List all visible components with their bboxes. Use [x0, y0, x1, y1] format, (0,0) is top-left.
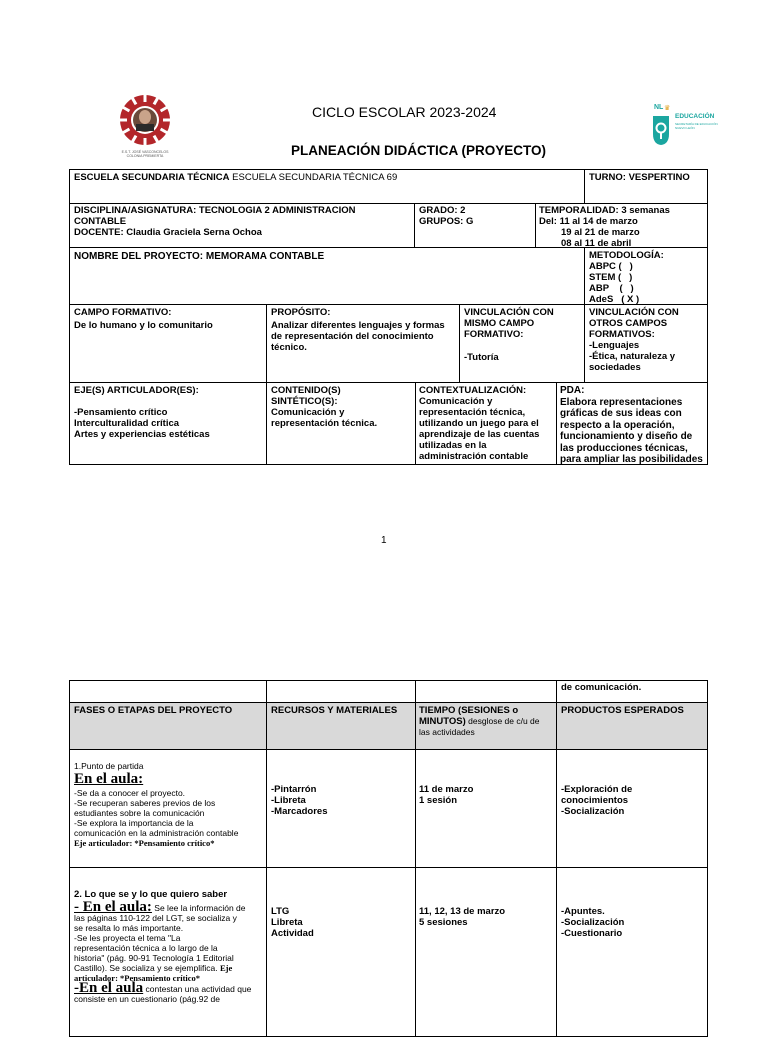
- school-logo-text: E.S.T. JOSÉ VASCONCELOS COLONIA PREMIERTA: [121, 150, 169, 158]
- cell-cont-3: [415, 680, 557, 703]
- cell-disciplina: DISCIPLINA/ASIGNATURA: TECNOLOGIA 2 ADMINISTRACION CONTABLE DOCENTE: Claudia Graciela Serna Ochoa: [69, 203, 415, 248]
- cell-vinculacion-otros: VINCULACIÓN CON OTROS CAMPOS FORMATIVOS: -Lenguajes -Ética, naturaleza y sociedades: [584, 304, 708, 383]
- cell-proposito: PROPÓSITO: Analizar diferentes lenguajes y formas de representación del conocimiento técnico.: [266, 304, 460, 383]
- school-logo: [114, 92, 176, 162]
- header-recursos: RECURSOS Y MATERIALES: [266, 702, 416, 750]
- cell-metodologia: METODOLOGÍA: ABPC ( ) STEM ( ) ABP ( ) AdeS ( X ): [584, 247, 708, 305]
- crown-icon: ♛: [664, 105, 671, 112]
- cell-pda: PDA: Elabora representaciones gráficas de sus ideas con respecto a la operación, funcionamiento y diseño de las producciones técnicas, para ampliar las posibilidades: [556, 382, 708, 465]
- products-row-2: -Apuntes. -Socialización -Cuestionario: [556, 867, 708, 1037]
- cell-cont-4: de comunicación.: [556, 680, 708, 703]
- cell-contenido: CONTENIDO(S) SINTÉTICO(S): Comunicación y representación técnica.: [266, 382, 416, 465]
- phase-row-1: 1.Punto de partida En el aula: -Se da a conocer el proyecto. -Se recuperan saberes previos de los estudiantes sobre la comunicación -Se explora la importancia de la comunicación en la administración contable Eje articulador: *Pensamiento crítico*: [69, 749, 267, 868]
- cell-grado: GRADO: 2 GRUPOS: G: [414, 203, 536, 248]
- resources-row-1: -Pintarrón -Libreta -Marcadores: [266, 749, 416, 868]
- time-row-2: 11, 12, 13 de marzo 5 sesiones: [415, 867, 557, 1037]
- cell-cont-2: [266, 680, 416, 703]
- products-row-1: -Exploración de conocimientos -Socialización: [556, 749, 708, 868]
- header-tiempo: TIEMPO (SESIONES o MINUTOS) desglose de c/u de las actividades: [415, 702, 557, 750]
- school-year: CICLO ESCOLAR 2023-2024: [312, 104, 497, 120]
- header-productos: PRODUCTOS ESPERADOS: [556, 702, 708, 750]
- time-row-1: 11 de marzo 1 sesión: [415, 749, 557, 868]
- cell-ejes: EJE(S) ARTICULADOR(ES): -Pensamiento crítico Interculturalidad crítica Artes y experiencias estéticas: [69, 382, 267, 465]
- cell-temporalidad: TEMPORALIDAD: 3 semanas Del: 11 al 14 de marzo 19 al 21 de marzo 08 al 11 de abril: [535, 203, 708, 248]
- phase-row-2: 2. Lo que se y lo que quiero saber - En el aula: Se lee la información de las páginas 110-122 del LGT, se socializa y se resalta lo más importante. -Se les proyecta el tema "La representación técnica a lo largo de la historia" (pág. 90-91 Tecnología 1 Editorial Castillo). Se socializa y se ejemplifica. Eje articulador: *Pensamiento crítico* -En el aula contestan una actividad que consiste en un cuestionario (pág.92 de: [69, 867, 267, 1037]
- cell-cont-1: [69, 680, 267, 703]
- cell-proyecto: NOMBRE DEL PROYECTO: MEMORAMA CONTABLE: [69, 247, 585, 305]
- cell-contextualizacion: CONTEXTUALIZACIÓN: Comunicación y representación técnica, utilizando un juego para el aprendizaje de las cuentas utilizadas en la administración contable: [415, 382, 557, 465]
- document-title: PLANEACIÓN DIDÁCTICA (PROYECTO): [291, 143, 547, 158]
- cell-campo: CAMPO FORMATIVO: De lo humano y lo comunitario: [69, 304, 267, 383]
- cell-escuela: ESCUELA SECUNDARIA TÉCNICA ESCUELA SECUNDARIA TÉCNICA 69: [69, 169, 585, 204]
- education-logo: NL ♛ EDUCACIÓN SECRETARÍA DE EDUCACIÓN NUEVO LEÓN: [652, 104, 722, 148]
- resources-row-2: LTG Libreta Actividad: [266, 867, 416, 1037]
- cell-vinculacion-mismo: VINCULACIÓN CON MISMO CAMPO FORMATIVO: -Tutoría: [459, 304, 585, 383]
- cell-turno: TURNO: VESPERTINO: [584, 169, 708, 204]
- header-fases: FASES O ETAPAS DEL PROYECTO: [69, 702, 267, 750]
- page-number: 1: [381, 535, 387, 546]
